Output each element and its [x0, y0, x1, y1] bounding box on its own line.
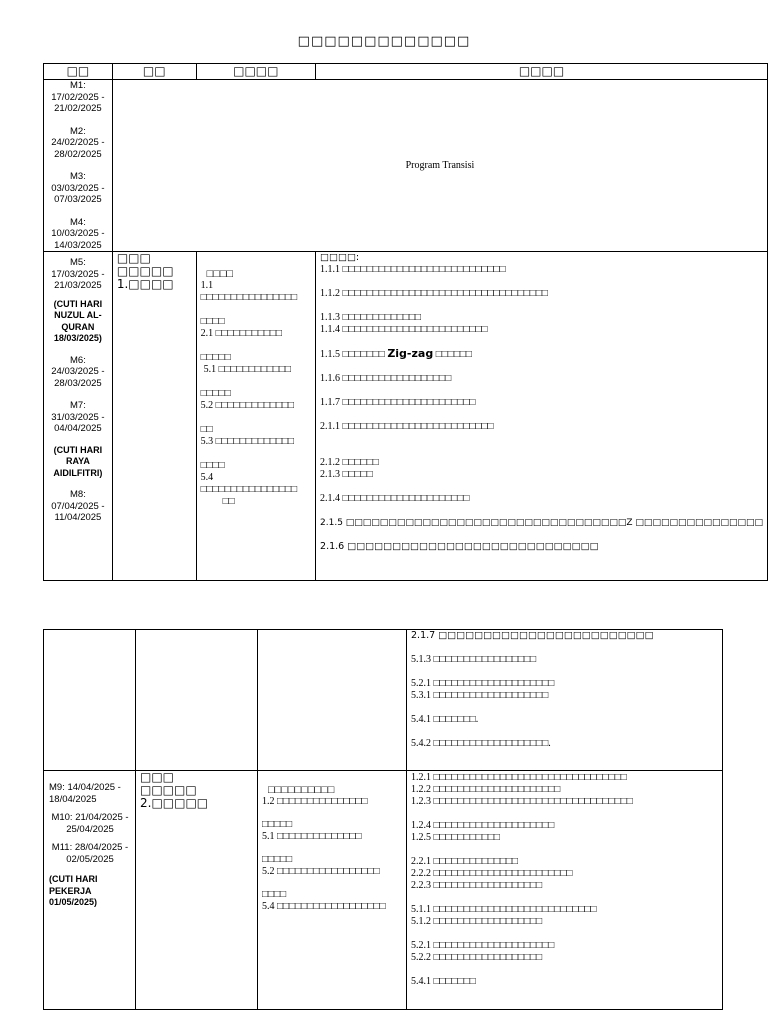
week-cell	[44, 252, 113, 581]
standard-number: 1.1.4	[320, 324, 341, 335]
holiday-label: PEKERJA	[49, 885, 92, 896]
standard-text: □□□□□□□□□□□□□□□□□□	[342, 373, 452, 384]
holiday-label: NUZUL AL-	[54, 310, 102, 320]
skill-heading: □□□□□	[262, 819, 293, 830]
standard-text: □□□□□□□	[342, 349, 385, 360]
standard-number: 1.2.1	[411, 772, 431, 783]
rpt-table-1	[43, 63, 768, 581]
standard-number: 5.1	[262, 831, 275, 842]
header-content-standard: □□□□	[196, 64, 315, 80]
standard-text: □□□□□□□□□□□□□□□□	[200, 292, 298, 303]
week-label: M10: 21/04/2025 -	[51, 812, 129, 823]
table-row	[44, 80, 768, 252]
week-label: 07/03/2025	[54, 194, 102, 205]
table-row	[44, 252, 768, 581]
standard-text: 2.1.6 □□□□□□□□□□□□□□□□□□□□□□□□□□□□	[320, 541, 599, 552]
week-cell	[44, 630, 136, 771]
skill-heading: □□	[200, 424, 213, 435]
week-label: M2: 24/02/2025 -	[51, 125, 105, 148]
standard-text: □□□□□□□□□□□□□□□□□□□□□□□□□□□□□□□□	[433, 772, 627, 783]
standard-number: 5.2	[262, 866, 275, 877]
skill-heading: □□□□	[200, 316, 225, 327]
standard-number: 1.2.2	[411, 784, 431, 795]
header-learning-standard: □□□□	[316, 64, 768, 80]
holiday-label: (CUTI HARI	[53, 444, 103, 455]
header-week: □□	[44, 64, 113, 80]
week-label: 28/03/2025	[54, 377, 102, 389]
standard-text: □□□□□□□□□□□□□□□□□□□□□□□□□□□	[433, 904, 597, 915]
week-label: M3: 03/03/2025 -	[51, 171, 105, 194]
standard-text: □□□□□	[342, 469, 373, 480]
week-label: 14/03/2025	[54, 239, 102, 251]
standard-number: 1.1.6	[320, 373, 341, 384]
week-label: M11: 28/04/2025 -	[51, 842, 129, 853]
standard-text: □□□□□□□□□□□□□□□□□□□□	[433, 820, 555, 831]
standard-text: □□□□□□□□□□□□□□	[277, 831, 362, 842]
standard-number: 5.4	[200, 472, 214, 483]
section-heading: □□□□:	[320, 252, 360, 263]
rpt-table-2	[43, 629, 723, 1010]
page-title: □□□□□□□□□□□□□	[297, 34, 471, 49]
standard-text: □□□□□□□□□□□	[215, 328, 283, 339]
standard-number: 2.1.2	[320, 457, 341, 468]
standard-number: 5.1.1	[411, 904, 431, 915]
standard-text: □□□□□□□□□□□□□□□□□□□□	[433, 678, 555, 689]
standard-number: 1.1.1	[320, 264, 341, 275]
holiday-label: RAYA	[65, 456, 90, 466]
week-cell	[44, 80, 113, 252]
standard-number: 5.3	[200, 436, 214, 447]
standard-number: 2.2.2	[411, 868, 431, 879]
table-row	[44, 771, 723, 1010]
standard-text: □□□□□□□□□□□□	[218, 364, 292, 375]
standard-text: □□□□□□□□□□□□□□□□□□□□□□	[342, 397, 476, 408]
standard-number: 5.2.1	[411, 940, 431, 951]
standard-text: □□□□□□□□□□□□□□□□□□	[433, 952, 543, 963]
standard-text: □□□□□□□□□□□□□□□□□□□.	[433, 738, 551, 749]
standard-number: 1.2.4	[411, 820, 431, 831]
standard-text: □□□□□□□□□□□□□□□□□□□□□	[433, 784, 561, 795]
theme-cell	[112, 252, 196, 581]
holiday-label: AIDILFITRI)	[53, 467, 103, 478]
standard-text: □□□□□□□□□□□□□□□□□□□□□□□□□□□□□□□□□	[433, 796, 633, 807]
standard-number: 2.1.1	[320, 421, 341, 432]
week-label: M8: 07/04/2025 -	[51, 489, 105, 512]
standard-text: □□□□□□□□□□□□□□□□□□□□□□□	[433, 868, 573, 879]
week-label: M7: 31/03/2025 -	[51, 400, 105, 423]
standard-number: 2.1.3	[320, 469, 341, 480]
standard-text: □□□□□□□□□□□□□	[342, 312, 422, 323]
standard-text: □□□□□□□□□□□□□□	[433, 856, 519, 867]
week-label: 18/04/2025	[49, 793, 97, 805]
week-label: M1: 17/02/2025 -	[51, 80, 105, 103]
standard-text: □□□□□□	[342, 457, 379, 468]
week-label: 02/05/2025	[66, 853, 114, 865]
learning-standard-cell	[316, 252, 768, 581]
content-standard-cell	[258, 771, 407, 1010]
standard-number: 5.1.2	[411, 916, 431, 927]
zigzag-label: Zig-zag	[387, 348, 434, 360]
skill-heading: □□□□	[200, 460, 225, 471]
week-label: 11/04/2025	[54, 512, 102, 523]
standard-number: 2.2.1	[411, 856, 431, 867]
week-label: M6: 24/03/2025 -	[51, 354, 105, 377]
skill-heading: □□□□	[206, 268, 234, 280]
standard-text: □□□□□□□□□□□□□□□□□□□□□□□□□	[342, 421, 494, 432]
standard-number: 1.1.5	[320, 349, 341, 360]
learning-standard-cell	[407, 630, 723, 771]
standard-text: □□□□□□□□□□□□□□□□□□□□	[433, 940, 555, 951]
standard-number: 1.2.3	[411, 796, 431, 807]
standard-number: 2.1	[200, 328, 214, 339]
skill-heading: □□□□	[262, 889, 287, 900]
standard-text: □□□□□□□□□□□□□□□□□	[277, 866, 380, 877]
week-label: M5: 17/03/2025 -	[51, 257, 105, 280]
standard-text: □□□□□□□□□□□□□□□□□□□□□	[342, 493, 470, 504]
standard-text: □□□□□□□□□□□□□□□□□□	[277, 901, 386, 912]
content-standard-cell	[258, 630, 407, 771]
week-label: M4: 10/03/2025 -	[51, 216, 105, 239]
standard-number: 1.1	[200, 280, 214, 291]
standard-text: □□□□□□□□□□□□□□□□□□□	[433, 690, 549, 701]
week-label: 04/04/2025	[54, 423, 102, 434]
standard-number: 1.2	[262, 796, 275, 807]
standard-text: □□□□□□□□□□□□□□□□	[200, 484, 298, 495]
standard-number: 2.2.3	[411, 880, 431, 891]
standard-text: □□□□□□□□□□□□□□□□□□	[433, 916, 543, 927]
header-row	[44, 64, 768, 80]
standard-number: 5.4.2	[411, 738, 431, 749]
theme-title: □□□□□	[116, 264, 174, 278]
week-label: 25/04/2025	[66, 823, 114, 835]
header-theme: □□	[112, 64, 196, 80]
standard-number: 5.2	[200, 400, 214, 411]
standard-number: 5.1.3	[411, 654, 431, 665]
standard-text: □□□□□□□□□□□□□	[215, 436, 295, 447]
standard-number: 5.2.1	[411, 678, 431, 689]
week-label: 28/02/2025	[54, 148, 102, 160]
standard-number: 5.2.2	[411, 952, 431, 963]
table-row	[44, 630, 723, 771]
theme-cell	[136, 771, 258, 1010]
standard-number: 5.4.1	[411, 976, 431, 987]
standard-text: □□□□□□□□□□□□□□□□□	[433, 654, 537, 665]
week-label: 21/03/2025	[54, 280, 102, 291]
standard-text: □□□□□□□□□□□□□□□□□□□□□□□□□□□□□□□□□□	[342, 288, 548, 299]
program-label: Program Transisi	[405, 160, 475, 171]
week-label: 21/02/2025	[54, 103, 102, 114]
unit-title: 1.□□□□	[116, 277, 174, 291]
theme-cell	[136, 630, 258, 771]
standard-text: □□□□□□□.	[433, 714, 479, 725]
standard-text: □□	[222, 496, 235, 507]
skill-heading: □□□□□	[200, 352, 231, 363]
holiday-label: 18/03/2025)	[53, 333, 102, 343]
holiday-label: (CUTI HARI	[49, 874, 98, 884]
standard-text: □□□□□□	[435, 349, 472, 360]
theme-label: □□□	[140, 770, 175, 784]
standard-number: 1.1.7	[320, 397, 341, 408]
standard-text: 2.1.5 □□□□□□□□□□□□□□□□□□□□□□□□□□□□□□□□□Z □□□□□□□□□□□□□□□	[320, 518, 763, 528]
standard-text: □□□□□□□□□□□□□	[215, 400, 295, 411]
standard-text: □□□□□□□□□□□	[433, 832, 500, 843]
standard-number: 5.4.1	[411, 714, 431, 725]
holiday-label: (CUTI HARI	[53, 298, 103, 309]
standard-number: 2.1.4	[320, 493, 341, 504]
skill-heading: □□□□□	[200, 388, 231, 399]
standard-text: 2.1.7 □□□□□□□□□□□□□□□□□□□□□□□□	[411, 630, 654, 641]
theme-label: □□□	[116, 251, 151, 265]
learning-standard-cell	[407, 771, 723, 1010]
holiday-label: 01/05/2025)	[49, 897, 98, 907]
skill-heading: □□□□□□□□□□	[268, 784, 335, 796]
standard-text: □□□□□□□□□□□□□□□□□□	[433, 880, 543, 891]
unit-title: 2.□□□□□	[140, 796, 209, 810]
standard-number: 1.2.5	[411, 832, 431, 843]
standard-text: □□□□□□□□□□□□□□□	[277, 796, 368, 807]
standard-number: 1.1.3	[320, 312, 341, 323]
standard-number: 1.1.2	[320, 288, 341, 299]
week-label: M9: 14/04/2025 -	[49, 782, 121, 793]
standard-number: 5.3.1	[411, 690, 431, 701]
skill-heading: □□□□□	[262, 854, 293, 865]
standard-number: 5.4	[262, 901, 275, 912]
content-standard-cell	[196, 252, 315, 581]
standard-number: 5.1	[203, 364, 217, 375]
standard-text: □□□□□□□□□□□□□□□□□□□□□□□□□□□	[342, 264, 506, 275]
theme-title: □□□□□	[140, 783, 197, 797]
holiday-label: QURAN	[61, 321, 95, 332]
week-cell	[44, 771, 136, 1010]
program-transisi-cell	[112, 80, 767, 252]
standard-text: □□□□□□□□□□□□□□□□□□□□□□□□	[342, 324, 488, 335]
standard-text: □□□□□□□	[433, 976, 476, 987]
